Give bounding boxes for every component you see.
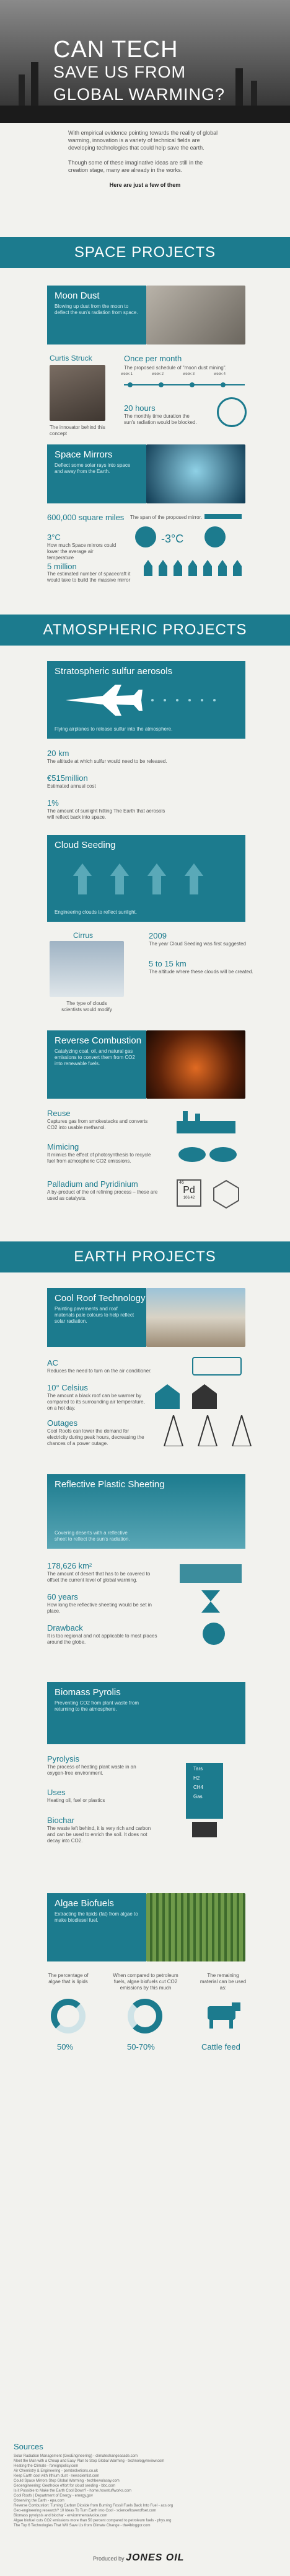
hero-title-line2: SAVE US FROM: [53, 63, 187, 81]
globe-icon: [186, 1621, 242, 1646]
leaf-icon: [174, 1142, 242, 1167]
sulfur-aerosols-card: [47, 661, 245, 739]
source-item: Reverse Combustion: Turning Carbon Dioxide from Burning Fossil Fuels Back Into Fuel - acs.org: [14, 2504, 174, 2508]
hero-banner: [0, 0, 290, 123]
lipids-ring: [51, 1999, 86, 2033]
algae-biofuels-title: Algae Biofuels: [55, 1898, 114, 1909]
outages-value: Outages: [47, 1418, 78, 1428]
reflective-sheeting-title: Reflective Plastic Sheeting: [55, 1479, 165, 1490]
source-item: Heating the Climate - foreignpolicy.com: [14, 2464, 79, 2468]
pyrolysis-desc: The process of heating plant waste in an oxygen-free environment.: [47, 1764, 136, 1776]
cattle-feed-value: Cattle feed: [201, 2042, 240, 2051]
palladium-symbol: Pd: [183, 1185, 195, 1196]
cloud-arrows-illustration: [72, 857, 221, 901]
five-to-fifteen-desc: The altitude where these clouds will be created.: [149, 969, 253, 975]
reuse-title: Reuse: [47, 1109, 71, 1118]
produced-by-label: Produced by: [93, 2556, 125, 2562]
palladium-atomic-number: 46: [179, 1181, 184, 1185]
space-mirrors-desc: Deflect some solar rays into space and away from the Earth.: [55, 462, 131, 474]
power-pylon-icons: [161, 1415, 254, 1446]
source-item: Geoengineering: Geothoice effort for cloud seeding - bbc.com: [14, 2484, 115, 2488]
map-icon: [180, 1561, 242, 1586]
cool-roof-card: [47, 1288, 146, 1347]
biomass-pyrolis-desc: Preventing CO2 from plant waste from returning to the atmosphere.: [55, 1700, 139, 1712]
cloud-seeding-card: [47, 835, 245, 922]
one-percent-value: 1%: [47, 798, 59, 808]
earth-icon: [204, 526, 226, 547]
emissions-desc: When compared to petroleum fuels, algae biofuels cut CO2 emissions by this much: [113, 1973, 178, 1991]
intro-subheading: Here are just a few of them: [109, 182, 181, 188]
sources-title: Sources: [14, 2442, 43, 2451]
once-per-month-title: Once per month: [124, 354, 182, 363]
space-mirrors-photo: [146, 444, 245, 503]
source-item: Could Space Mirrors Stop Global Warming - techbewulasay.com: [14, 2479, 120, 2483]
fuel-label-ch4: CH4: [193, 1785, 204, 1790]
square-miles-value: 600,000 square miles: [47, 513, 125, 522]
cirrus-desc: The type of clouds scientists would modify: [61, 1001, 112, 1012]
sun-icon: [135, 526, 156, 547]
space-mirrors-title: Space Mirrors: [55, 449, 113, 460]
cloud-seeding-title: Cloud Seeding: [55, 840, 116, 850]
source-item: Meet the Man with a Cheap and Easy Plan to Stop Global Warming - technologyreview.com: [14, 2459, 165, 2463]
brand-footer: [93, 2552, 184, 2564]
mimicing-desc: It mimics the effect of photosynthesis to recycle fuel from atmospheric CO2 emissions.: [47, 1152, 151, 1164]
outages-desc: Cool Roofs can lower the demand for electricity during peak hours, decreasing the chances of a power outage.: [47, 1428, 144, 1446]
sulfur-aerosols-title: Stratospheric sulfur aerosols: [55, 666, 173, 677]
curtis-caption: The innovator behind this concept: [50, 425, 105, 436]
week-4-label: week 4: [214, 372, 226, 376]
mimicing-title: Mimicing: [47, 1142, 79, 1151]
pyridinium-ring-icon: [211, 1179, 242, 1209]
sixty-years-value: 60 years: [47, 1592, 78, 1601]
jones-oil-logo[interactable]: JONES OIL: [126, 2552, 185, 2563]
rocket-icon: [232, 560, 243, 580]
week-2-label: week 2: [152, 372, 164, 376]
reflective-sheeting-desc: Covering deserts with a reflective sheet to reflect the sun's radiation.: [55, 1530, 130, 1542]
ac-value: AC: [47, 1358, 59, 1367]
cow-icon: [204, 2000, 242, 2031]
earth-projects-band: EARTH PROJECTS: [0, 1241, 290, 1272]
atmospheric-projects-band: ATMOSPHERIC PROJECTS: [0, 615, 290, 646]
curtis-struck-name: Curtis Struck: [50, 354, 92, 363]
reuse-desc: Captures gas from smokestacks and converts CO2 into usable methanol.: [47, 1119, 148, 1130]
source-item: Air Chemistry & Engineering - pembroketions.co.uk: [14, 2469, 99, 2473]
twenty-km-desc: The altitude at which sulfur would need to be released.: [47, 759, 167, 764]
cost-value: €515million: [47, 773, 88, 783]
year-2009-desc: The year Cloud Seeding was first suggested: [149, 941, 246, 947]
cirrus-photo: [50, 941, 124, 997]
year-2009-value: 2009: [149, 931, 167, 940]
source-item: Biomass pyrolysis and biochar - enviornmentalvoice.com: [14, 2514, 108, 2518]
uses-value: Uses: [47, 1788, 66, 1797]
moon-dust-photo: [146, 286, 245, 345]
palladium-title: Palladium and Pyridinium: [47, 1179, 138, 1189]
coal-photo: [146, 1030, 245, 1099]
cirrus-title: Cirrus: [73, 931, 93, 940]
source-item: Solar Radiation Management (GeoEngineering) - climateshangeasade.com: [14, 2454, 138, 2458]
lipids-value: 50%: [57, 2042, 74, 2051]
twenty-hours-value: 20 hours: [124, 403, 156, 413]
moon-dust-desc: Blowing up dust from the moon to deflect the sun's radiation from space.: [55, 304, 138, 315]
cloud-seeding-desc: Engineering clouds to reflect sunlight.: [55, 909, 137, 915]
week-3-label: week 3: [183, 372, 195, 376]
intro: [0, 123, 290, 189]
air-conditioner-icon: [192, 1357, 242, 1376]
drawback-desc: It is too regional and not applicable to most places around the globe.: [47, 1633, 157, 1645]
palladium-mass: 106.42: [183, 1196, 195, 1200]
rocket-icon: [217, 560, 228, 580]
five-million-value: 5 million: [47, 562, 77, 571]
moon-dust-card: [47, 286, 146, 345]
algae-biofuels-card: [47, 1893, 146, 1961]
fuel-label-tars: Tars: [193, 1766, 203, 1772]
pyrolysis-value: Pyrolysis: [47, 1754, 80, 1763]
space-mirrors-card: [47, 444, 146, 503]
remaining-desc: The remaining material can be used as:: [200, 1973, 247, 1991]
reverse-combustion-desc: Catalyzing coal, oil, and natural gas emissions to convert them from CO2 into renewable fuels.: [55, 1048, 135, 1066]
curtis-struck-photo: [50, 365, 105, 421]
emissions-value: 50-70%: [127, 2042, 155, 2051]
once-per-month-desc: The proposed schedule of "moon dust mining".: [124, 365, 227, 371]
palladium-desc: A by-product of the oil refining process – these are used as catalysts.: [47, 1189, 158, 1201]
rocket-icon: [143, 560, 154, 580]
square-miles-desc: The span of the proposed mirror.: [130, 515, 203, 520]
source-item: Cool Roofs | Department of Energy - energy.gov: [14, 2494, 93, 2498]
algae-photo: [146, 1893, 245, 1961]
source-item: Geo-engineering research? 10 Ideas To Turn Earth into Cool - sciencefloweroffset.com: [14, 2509, 156, 2513]
biomass-pyrolis-card: [47, 1682, 245, 1744]
source-item: Keep Earth cool with lithium dust - newscientist.com: [14, 2474, 100, 2478]
palladium-element-tile: [177, 1179, 201, 1207]
reverse-combustion-title: Reverse Combustion: [55, 1035, 142, 1046]
fuel-label-gas: Gas: [193, 1794, 203, 1799]
intro-paragraph-1: With empirical evidence pointing towards the reality of global warming, innovation is a variety of technical fields are developing technologies that could help save the earth.: [68, 130, 218, 151]
minus-three-degrees-value: -3°C: [161, 533, 184, 545]
cool-roof-desc: Painting pavements and roof materials pale colours to help reflect solar radiation.: [55, 1306, 134, 1324]
sulfur-aerosols-desc: Flying airplanes to release sulfur into the atmosphere.: [55, 726, 173, 732]
cost-desc: Estimated annual cost: [47, 783, 96, 789]
space-projects-band: SPACE PROJECTS: [0, 237, 290, 268]
rocket-icons: [143, 560, 243, 580]
rocket-icon: [187, 560, 198, 580]
drawback-value: Drawback: [47, 1623, 83, 1633]
reflective-sheeting-card: [47, 1474, 245, 1549]
lipids-desc: The percentage of algae that is lipids: [48, 1973, 89, 1984]
twenty-km-value: 20 km: [47, 749, 69, 758]
rocket-icon: [172, 560, 183, 580]
hero-title: [53, 38, 225, 106]
five-million-desc: The estimated number of spacecraft it would take to build the massive mirror: [47, 571, 131, 583]
ac-desc: Reduces the need to turn on the air conditioner.: [47, 1368, 152, 1374]
ten-celsius-value: 10° Celsius: [47, 1383, 88, 1392]
reverse-combustion-card: [47, 1030, 146, 1099]
source-item: Algae biofuel cuts CO2 emissions more than 50 percent compared to petroleum fuels - phys.org: [14, 2519, 172, 2523]
algae-biofuels-desc: Extracting the lipids (fat) from algae to make biodiesel fuel.: [55, 1911, 138, 1923]
biomass-pyrolis-title: Biomass Pyrolis: [55, 1687, 121, 1698]
hourglass-icon: [198, 1589, 223, 1614]
mirror-span-bar: [204, 514, 242, 519]
moon-dust-title: Moon Dust: [55, 290, 100, 301]
clock-icon: [217, 397, 247, 427]
five-to-fifteen-value: 5 to 15 km: [149, 959, 187, 968]
desert-area-desc: The amount of desert that has to be covered to offset the current level of global warming.: [47, 1571, 151, 1583]
biochar-desc: The waste left behind, it is very rich and carbon and can be used to enrich the soil. It does not decay into CO2.: [47, 1826, 151, 1844]
factory-icon: [174, 1109, 242, 1133]
biochar-value: Biochar: [47, 1816, 75, 1825]
cool-roof-title: Cool Roof Technology: [55, 1293, 146, 1304]
source-item: The Top 6 Technologies That Will Save Us from Climate Change - the4bloggor.com: [14, 2524, 151, 2528]
fuel-label-h2: H2: [193, 1775, 200, 1781]
three-degrees-desc: How much Space mirrors could lower the average air temperature: [47, 543, 116, 561]
ten-celsius-desc: The amount a black roof can be warmer by compared to its surrounding air temperature, on a hot day.: [47, 1393, 145, 1411]
one-percent-desc: The amount of sunlight hitting The Earth that aerosols will reflect back into space.: [47, 808, 165, 820]
intro-paragraph-2: Though some of these imaginative ideas are still in the creation stage, many are already in the works.: [68, 160, 203, 173]
hero-title-line1: CAN TECH: [53, 37, 178, 63]
rocket-icon: [202, 560, 213, 580]
twenty-hours-desc: The monthly time duration the sun's radiation would be blocked.: [124, 413, 197, 425]
airplane-illustration: [59, 685, 233, 716]
rocket-icon: [157, 560, 169, 580]
pyrolysis-reactor-diagram: [167, 1757, 242, 1844]
sixty-years-desc: How long the reflective sheeting would be set in place.: [47, 1602, 152, 1614]
house-icons: [155, 1384, 248, 1409]
source-item: Observing the Earth - epa.com: [14, 2499, 64, 2503]
emissions-ring: [128, 1999, 162, 2033]
uses-desc: Heating oil, fuel or plastics: [47, 1798, 105, 1803]
cool-roof-photo: [146, 1288, 245, 1347]
source-item: Is it Possible to Make the Earth Cool Down? - home.howstuffworks.com: [14, 2489, 131, 2493]
hero-title-line3: GLOBAL WARMING?: [53, 85, 226, 104]
sources-section: [14, 2442, 274, 2528]
week-1-label: week 1: [121, 372, 133, 376]
desert-area-value: 178,626 km²: [47, 1561, 92, 1570]
three-degrees-value: 3°C: [47, 533, 61, 542]
